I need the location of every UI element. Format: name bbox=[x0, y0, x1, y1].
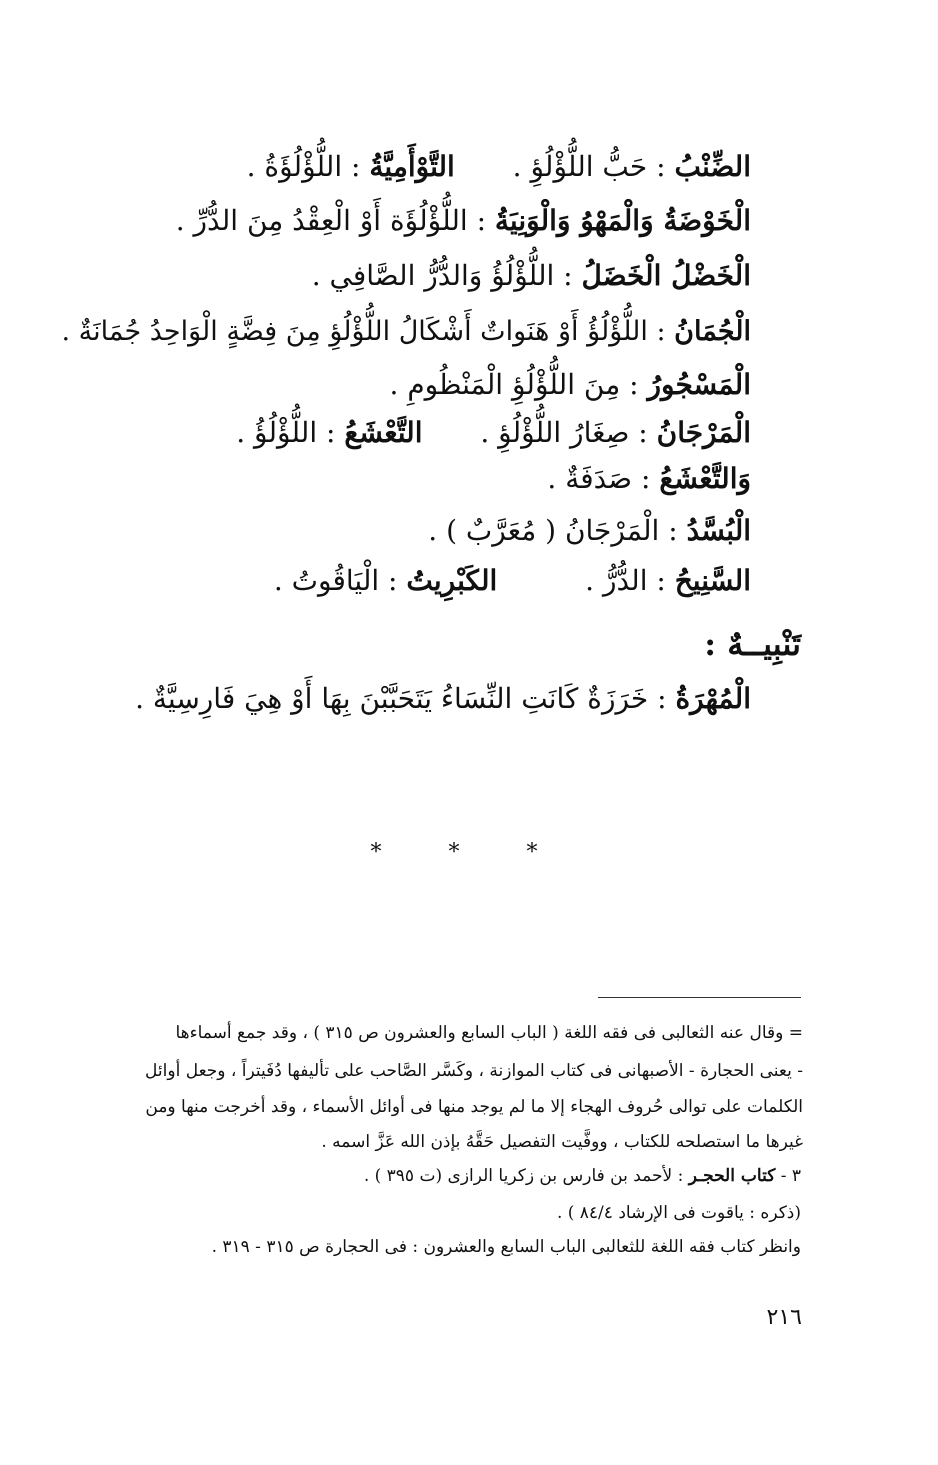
book-item-number: ٣ - bbox=[780, 1166, 801, 1186]
book-item bbox=[364, 1168, 801, 1185]
entry-definition: : اللُّؤْلُؤَة أَوْ الْعِقْدُ مِنَ الدُّرِّ . bbox=[175, 204, 487, 237]
footnote-line: - يعنى الحجارة - الأصبهانى فى كتاب الموازنة ، وكَسَّر الصَّاحب على تأليفها دُفَيتراً ، وجعل أوائل bbox=[145, 1061, 803, 1081]
entry-line-5 bbox=[389, 368, 751, 401]
entry-definition: : اللُّؤْلُؤُ وَالدُّرُّ الصَّافِي . bbox=[311, 259, 573, 292]
entry-definition: : اللُّؤْلُؤُ . bbox=[236, 416, 336, 449]
page-number: ٢١٦ bbox=[766, 1305, 802, 1330]
footnote-line: = وقال عنه الثعالبى فى فقه اللغة ( الباب السابع والعشرون ص ٣١٥ ) ، وقد جمع أسماءها bbox=[175, 1023, 803, 1043]
entry-definition: : الْيَاقُوتُ . bbox=[273, 564, 398, 597]
entry-definition: : الدُّرُّ . bbox=[585, 564, 666, 597]
entry-term: وَالتَّعْشَعُ bbox=[659, 462, 751, 495]
entry-line-2 bbox=[175, 204, 751, 237]
entry-term: التَّعْشَعُ bbox=[344, 416, 423, 449]
entry-term: التَّوْأَمِيَّةُ bbox=[369, 150, 455, 183]
book-item-title: كتاب الحجـر bbox=[688, 1166, 776, 1186]
footnote-rule bbox=[598, 997, 801, 998]
entry-line-4 bbox=[61, 318, 751, 345]
entry-term: الْمُهْرَةُ bbox=[675, 682, 751, 715]
entry-term: السَّنِيحُ bbox=[674, 564, 751, 597]
entry-term: الْمَسْجُورُ bbox=[647, 368, 751, 401]
entry-term: الكَبْرِيتُ bbox=[406, 564, 498, 597]
entry-line-6 bbox=[236, 416, 751, 449]
entry-line-1 bbox=[246, 150, 751, 183]
notice-heading: تَنْبِيــهٌ : bbox=[704, 625, 801, 663]
entry-definition: : صَدَفَةٌ . bbox=[547, 462, 651, 495]
book-note: وانظر كتاب فقه اللغة للثعالبى الباب السابع والعشرون : فى الحجارة ص ٣١٥ - ٣١٩ . bbox=[211, 1237, 801, 1257]
book-item-rest: : لأحمد بن فارس بن زكريا الرازى (ت ٣٩٥ ) . bbox=[363, 1166, 684, 1186]
entry-definition: : مِنَ اللُّؤْلُؤِ الْمَنْظُومِ . bbox=[389, 368, 639, 401]
entry-term: الْخَوْضَةُ وَالْمَهْوُ وَالْوَنِيَةُ bbox=[494, 204, 751, 237]
entry-term: الضِّنْبُ bbox=[674, 150, 751, 183]
entry-definition: : الْمَرْجَانُ ( مُعَرَّبٌ ) . bbox=[428, 514, 678, 547]
entry-term: الْمَرْجَانُ bbox=[656, 416, 751, 449]
section-separator: * * * bbox=[370, 840, 568, 865]
entry-line-3 bbox=[311, 259, 751, 292]
entry-line-7 bbox=[547, 462, 751, 495]
entry-line-9 bbox=[273, 564, 751, 597]
notice-entry bbox=[135, 682, 751, 715]
entry-definition: : اللُّؤْلُؤَةُ . bbox=[246, 150, 361, 183]
entry-definition: : خَرَزَةٌ كَانَتِ النِّسَاءُ يَتَحَبَّبْنَ بِهَا أَوْ هِيَ فَارِسِيَّةٌ . bbox=[135, 682, 667, 715]
footnote-line: غيرها ما استصلحه للكتاب ، ووفَّيت التفصيل حَقَّهُ بإذن الله عَزَّ اسمه . bbox=[321, 1132, 803, 1152]
entry-definition: : حَبُّ اللُّؤْلُؤِ . bbox=[512, 150, 666, 183]
book-note: (ذكره : ياقوت فى الإرشاد ٨٤/٤ ) . bbox=[556, 1203, 801, 1223]
entry-definition: : اللُّؤْلُؤُ أَوْ هَنَواتٌ أَشْكَالُ اللُّؤْلُؤِ مِنَ فِضَّةٍ الْوَاحِدُ جُمَانَةٌ . bbox=[61, 316, 666, 347]
entry-definition: : صِغَارُ اللُّؤْلُؤِ . bbox=[480, 416, 648, 449]
entry-term: الْجُمَانُ bbox=[674, 316, 751, 347]
footnote-line: الكلمات على توالى حُروف الهجاء إلا ما لم يوجد منها فى أوائل الأسماء ، وقد أخرجت منها ومن bbox=[145, 1097, 803, 1117]
entry-term: الْبُسَّدُ bbox=[686, 514, 751, 547]
entry-line-8 bbox=[428, 514, 751, 547]
entry-term: الْخَضْلُ الْخَضَلُ bbox=[581, 259, 751, 292]
